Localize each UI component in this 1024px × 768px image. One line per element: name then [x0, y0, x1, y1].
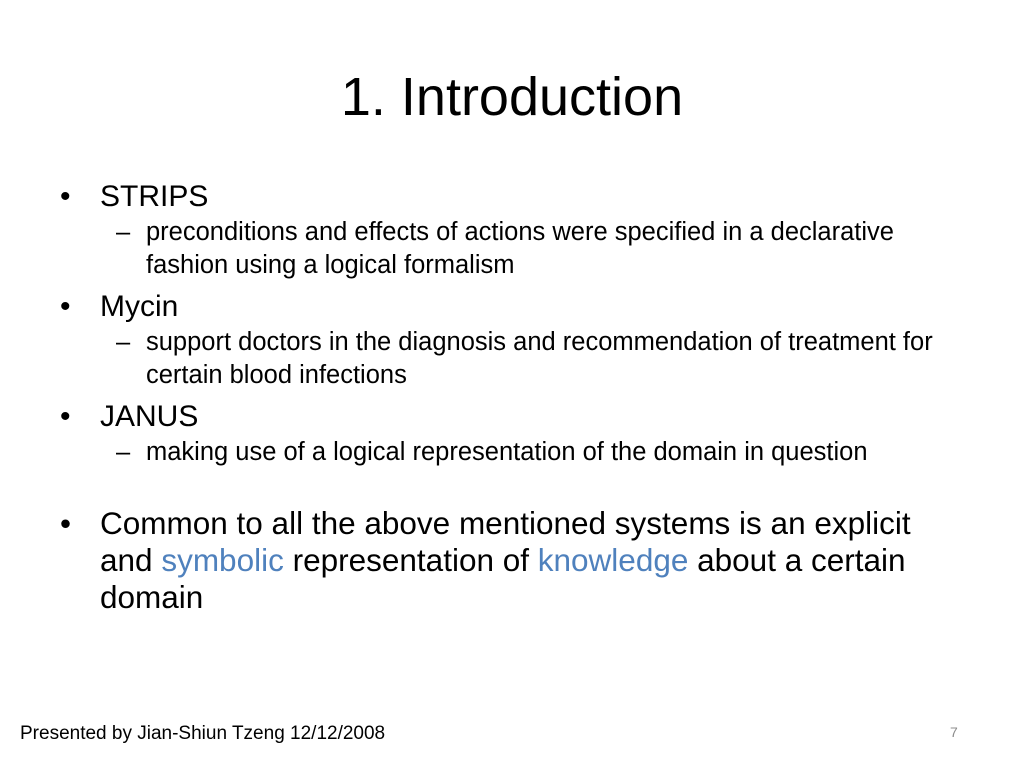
sub-bullet-text: making use of a logical representation of the domain in question	[146, 438, 868, 466]
sub-bullet-mycin	[58, 326, 958, 392]
slide-title: 1. Introduction	[340, 67, 684, 127]
dash-icon: –	[116, 328, 131, 356]
bullet-label: Mycin	[100, 290, 179, 323]
sub-bullet-strips	[58, 216, 958, 282]
dash-icon: –	[116, 438, 131, 466]
footer-presenter: Presented by Jian-Shiun Tzeng 12/12/2008	[20, 723, 386, 744]
bullet-item-janus	[58, 398, 958, 436]
bullet-icon: •	[60, 400, 71, 433]
bullet-icon: •	[60, 180, 71, 213]
bullet-label: JANUS	[100, 400, 199, 433]
sub-bullet-janus	[58, 436, 958, 469]
bullet-icon: •	[60, 290, 71, 323]
bullet-item-mycin	[58, 288, 958, 326]
summary-text-part1: Common to all the above mentioned systems is an explicit and	[100, 505, 911, 578]
summary-text-part3: about a certain domain	[100, 542, 906, 615]
page-number: 7	[950, 724, 958, 740]
bullet-icon: •	[60, 505, 72, 541]
bullet-label: STRIPS	[100, 180, 209, 213]
highlight-symbolic: symbolic	[161, 542, 284, 578]
dash-icon: –	[116, 218, 131, 246]
sub-bullet-text: preconditions and effects of actions were specified in a declarative fashion using a logical formalism	[146, 218, 894, 279]
summary-text-part2: representation of	[283, 542, 538, 578]
sub-bullet-text: support doctors in the diagnosis and recommendation of treatment for certain blood infections	[146, 328, 933, 389]
bullet-item-summary	[58, 505, 958, 616]
slide-body	[58, 178, 958, 616]
bullet-item-strips	[58, 178, 958, 216]
highlight-knowledge: knowledge	[537, 542, 689, 578]
